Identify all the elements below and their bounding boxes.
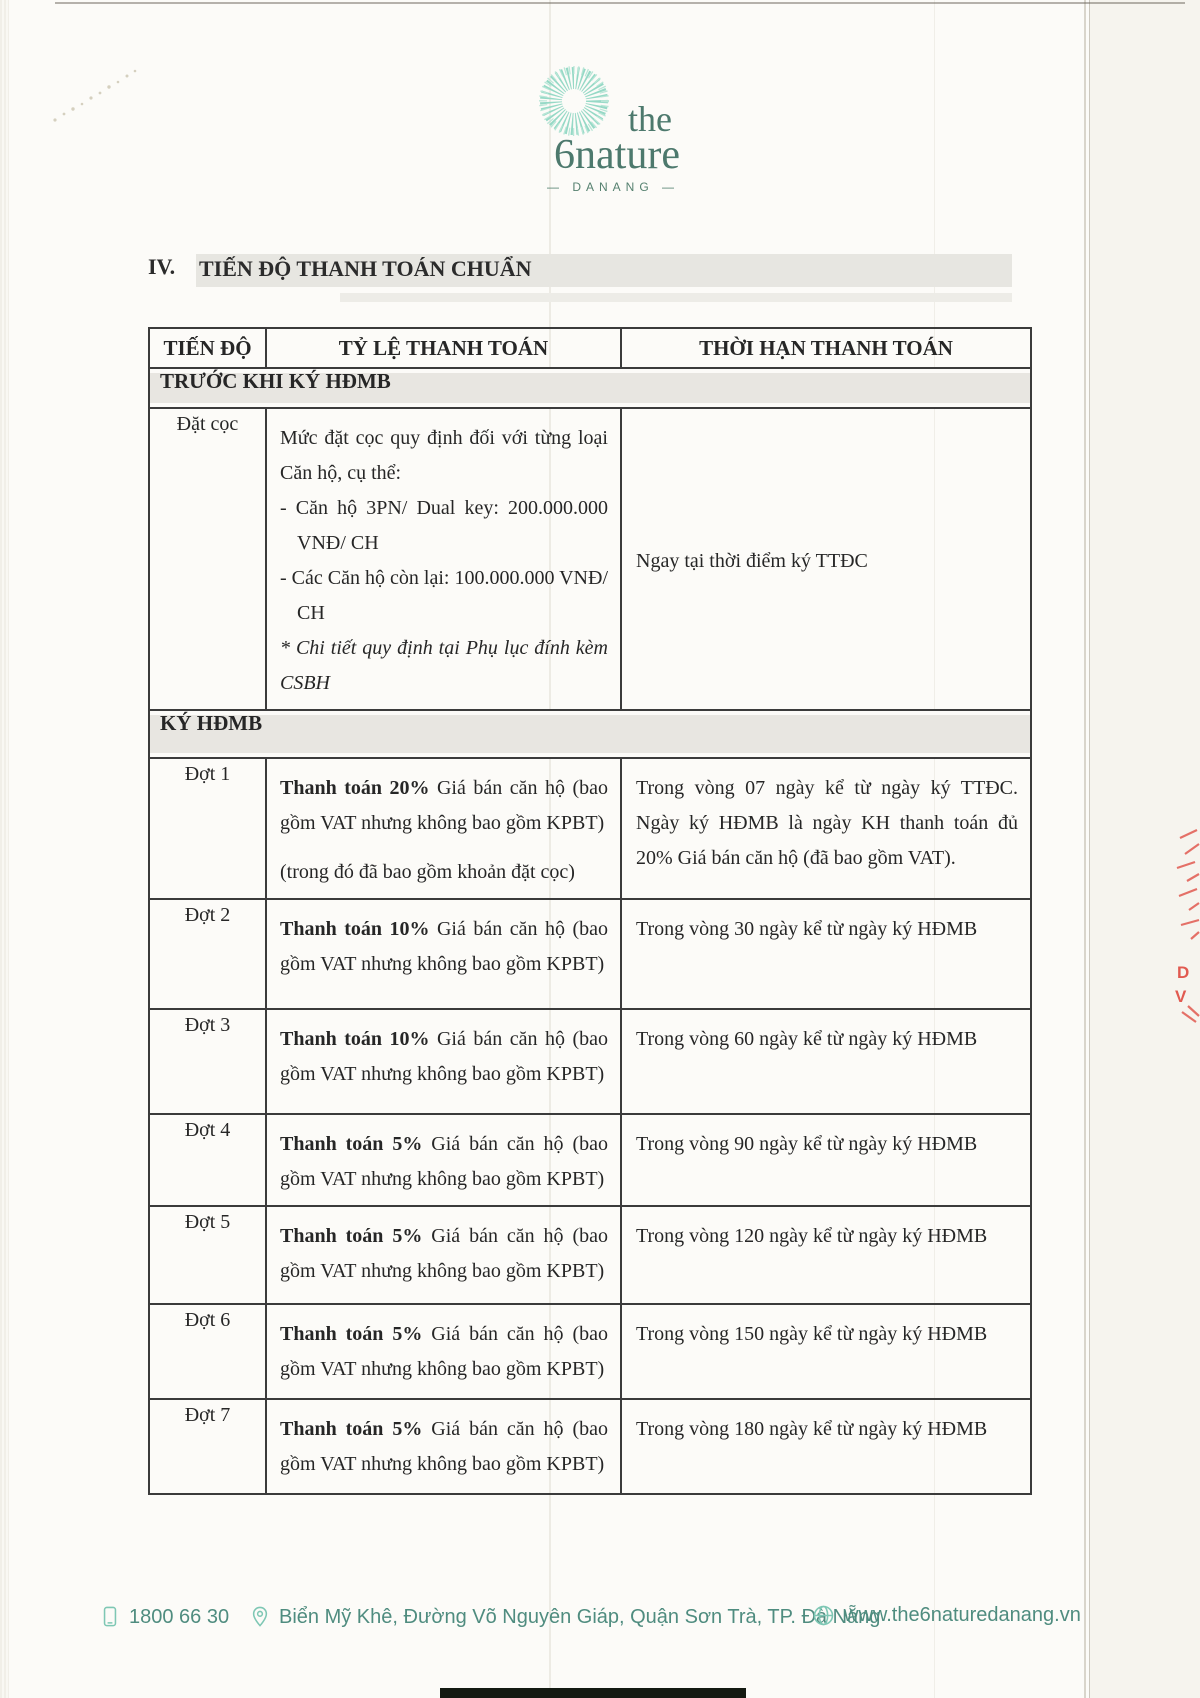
ratio-cell [266,899,621,1009]
stage-cell: Đợt 6 [149,1304,266,1399]
footer [0,1604,1200,1644]
deadline-cell: Trong vòng 150 ngày kể từ ngày ký HĐMB [621,1304,1031,1399]
deadline-cell: Trong vòng 90 ngày kể từ ngày ký HĐMB [621,1114,1031,1206]
scan-top-edge [55,2,1185,4]
ratio-cell [266,1304,621,1399]
table-row-installment [149,1399,1031,1494]
section-row-signing [149,710,1031,758]
ratio-bold: Thanh toán 5% [280,1418,423,1440]
ratio-rest: Giá bán căn hộ (bao gồm VAT nhưng không bao gồm KPBT) [280,1225,608,1282]
page-edge-line-2 [1089,0,1090,1698]
ratio-rest: Giá bán căn hộ (bao gồm VAT nhưng không bao gồm KPBT) [280,1323,608,1380]
stage-cell: Đợt 4 [149,1114,266,1206]
ratio-rest: Giá bán căn hộ (bao gồm VAT nhưng không bao gồm KPBT) [280,918,608,975]
scan-bottom-bar [440,1688,746,1698]
ratio-cell [266,1399,621,1494]
table-row-installment [149,1009,1031,1114]
col-header-stage: TIẾN ĐỘ [149,328,266,368]
deposit-intro: Mức đặt cọc quy định đối với từng loại Căn hộ, cụ thể: [280,427,608,484]
stage-cell: Đợt 7 [149,1399,266,1494]
col-header-deadline: THỜI HẠN THANH TOÁN [621,328,1031,368]
section-heading [148,254,1012,287]
stamp-glyph: D [1177,963,1190,982]
sunburst-icon [543,70,605,132]
highlight-strip [340,293,1012,302]
payment-schedule-table [148,327,1032,1495]
stage-cell: Đợt 1 [149,758,266,899]
footer-phone [100,1604,229,1630]
section-label: KÝ HĐMB [149,710,1031,758]
table-row-installment [149,1114,1031,1206]
stage-cell: Đợt 2 [149,899,266,1009]
ratio-bold: Thanh toán 5% [280,1225,423,1247]
logo-word-brand: 6nature [554,132,680,178]
footer-address [250,1604,880,1630]
ratio-rest: Giá bán căn hộ (bao gồm VAT nhưng không bao gồm KPBT) [280,777,608,834]
col-header-ratio: TỶ LỆ THANH TOÁN [266,328,621,368]
footer-website-url: www.the6naturedanang.vn [844,1604,1081,1626]
table-row-installment [149,1206,1031,1304]
deadline-cell: Trong vòng 120 ngày kể từ ngày ký HĐMB [621,1206,1031,1304]
perforation-dots [45,62,145,132]
section-row-before-signing [149,368,1031,408]
page-edge-line [1084,0,1086,1698]
footer-phone-number: 1800 66 30 [129,1605,230,1628]
ratio-rest: Giá bán căn hộ (bao gồm VAT nhưng không bao gồm KPBT) [280,1133,608,1190]
section-title: TIẾN ĐỘ THANH TOÁN CHUẨN [196,254,1012,287]
ratio-cell [266,1009,621,1114]
ratio-cell [266,408,621,710]
table-row-installment [149,1304,1031,1399]
logo-subtitle: — DANANG — [546,180,680,194]
globe-icon [812,1604,835,1627]
deposit-bullet: - Căn hộ 3PN/ Dual key: 200.000.000 VNĐ/ CH [280,497,608,554]
ratio-cell [266,1114,621,1206]
stamp-glyph: V [1175,987,1187,1006]
deadline-cell: Ngay tại thời điểm ký TTĐC [621,408,1031,710]
ratio-cell [266,1206,621,1304]
stage-cell: Đặt cọc [149,408,266,710]
phone-icon [100,1604,120,1630]
table-header-row [149,328,1031,368]
footer-address-text: Biển Mỹ Khê, Đường Võ Nguyên Giáp, Quận Sơn Trà, TP. Đà Nẵng [279,1605,881,1628]
logo-word-the: the [628,99,672,139]
section-number: IV. [148,254,176,279]
installment-note: (trong đó đã bao gồm khoản đặt cọc) [280,861,575,883]
ratio-cell [266,758,621,899]
deposit-note: * Chi tiết quy định tại Phụ lục đính kèm CSBH [280,637,608,694]
red-stamp-fragment [1150,826,1200,1031]
ratio-bold: Thanh toán 5% [280,1323,423,1345]
table-row-installment [149,899,1031,1009]
location-pin-icon [250,1604,270,1630]
ratio-bold: Thanh toán 10% [280,918,430,940]
deadline-cell: Trong vòng 60 ngày kể từ ngày ký HĐMB [621,1009,1031,1114]
ratio-rest: Giá bán căn hộ (bao gồm VAT nhưng không bao gồm KPBT) [280,1418,608,1475]
ratio-bold: Thanh toán 5% [280,1133,423,1155]
table-row-deposit [149,408,1031,710]
section-label: TRƯỚC KHI KÝ HĐMB [149,368,1031,408]
the6nature-logo [495,55,715,200]
scan-left-edge [0,0,9,1698]
deadline-cell: Trong vòng 180 ngày kể từ ngày ký HĐMB [621,1399,1031,1494]
deadline-cell: Trong vòng 07 ngày kể từ ngày ký TTĐC. Ngày ký HĐMB là ngày KH thanh toán đủ 20% Giá bán căn hộ (đã bao gồm VAT). [621,758,1031,899]
footer-website [812,1604,1081,1627]
table-row-installment [149,758,1031,899]
deadline-cell: Trong vòng 30 ngày kể từ ngày ký HĐMB [621,899,1031,1009]
ratio-bold: Thanh toán 10% [280,1028,430,1050]
stage-cell: Đợt 3 [149,1009,266,1114]
stage-cell: Đợt 5 [149,1206,266,1304]
ratio-bold: Thanh toán 20% [280,777,430,799]
deposit-bullet: - Các Căn hộ còn lại: 100.000.000 VNĐ/ CH [280,567,608,624]
ratio-rest: Giá bán căn hộ (bao gồm VAT nhưng không bao gồm KPBT) [280,1028,608,1085]
